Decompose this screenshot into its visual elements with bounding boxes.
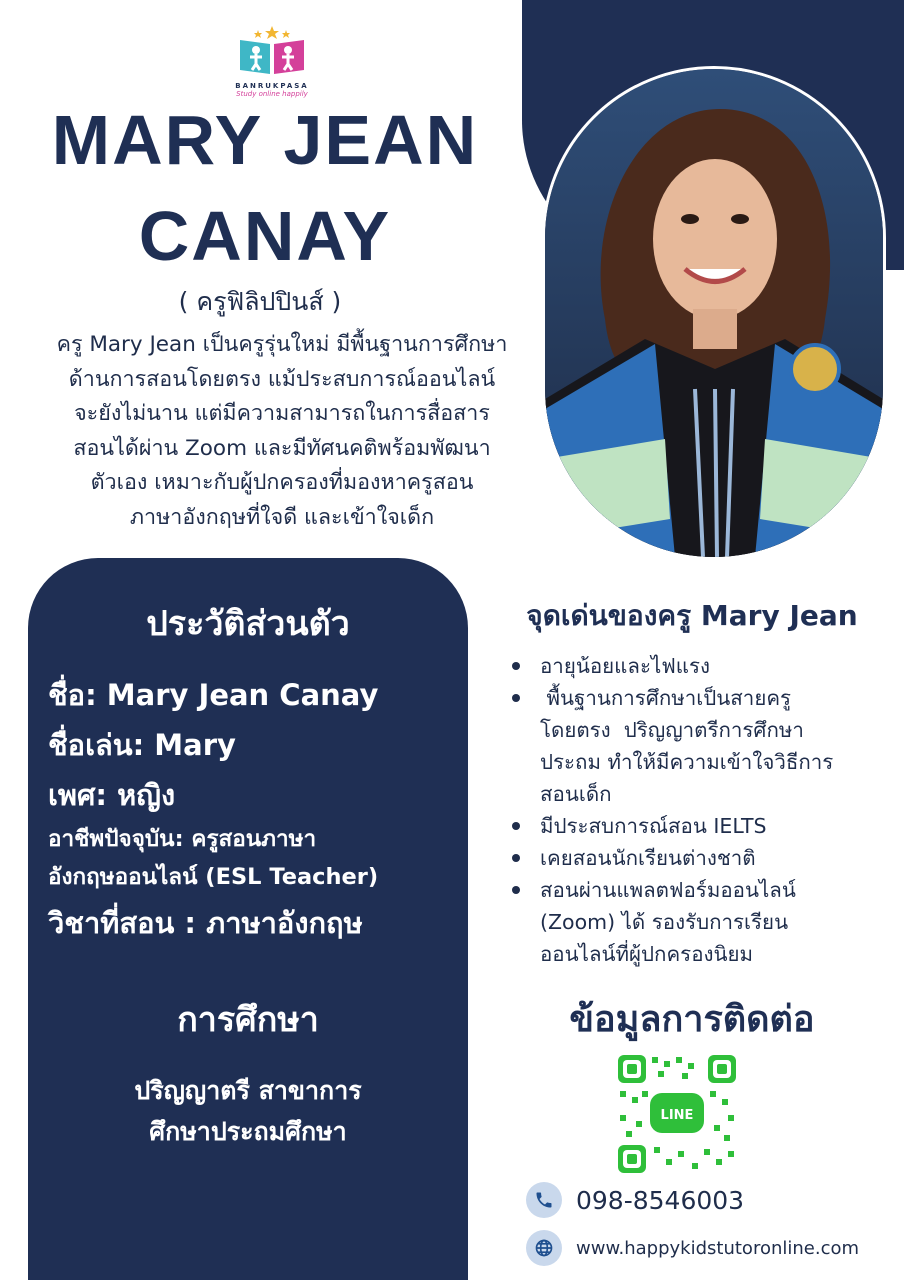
intro-paragraph [22,328,542,535]
line-qr-code[interactable] [618,1055,736,1173]
teacher-name-line-2: CANAY [138,197,392,275]
website-contact[interactable] [526,1230,859,1266]
profile-heading: ประวัติส่วนตัว [146,604,350,644]
profile-gender: เพศ: หญิง [48,778,176,812]
intro-line: ด้านการสอนโดยตรง แม้ประสบการณ์ออนไลน์ [68,366,496,392]
intro-line: จะยังไม่นาน แต่มีความสามารถในการสื่อสาร [74,401,490,426]
globe-icon [526,1230,562,1266]
list-item-line: มีประสบการณ์สอน IELTS [540,814,767,838]
list-item-line: เคยสอนนักเรียนต่างชาติ [540,846,756,870]
list-item [508,682,900,810]
education-line: ศึกษาประถมศึกษา [149,1117,347,1146]
intro-line: สอนได้ผ่าน Zoom และมีทัศนคติพร้อมพัฒนา [73,435,491,461]
list-item-line: อายุน้อยและไฟแรง [540,654,711,678]
contact-title: ข้อมูลการติดต่อ [569,999,815,1040]
education-line: ปริญญาตรี สาขาการ [134,1076,362,1105]
highlights-list [508,650,900,970]
open-book-kids-icon [234,24,310,76]
profile-name: ชื่อ: Mary Jean Canay [48,678,379,712]
intro-line: ภาษาอังกฤษที่ใจดี และเข้าใจเด็ก [129,504,435,530]
qr-line-label: LINE [660,1108,694,1123]
list-item [508,842,900,874]
website-link[interactable]: www.happykidstutoronline.com [576,1237,860,1259]
profile-nickname: ชื่อเล่น: Mary [48,728,236,762]
logo-tagline: Study online happily [236,90,308,98]
banrukpasa-logo [222,24,322,104]
list-item-line: ประถม ทำให้มีความเข้าใจวิธีการ [540,750,834,774]
list-item [508,650,900,682]
intro-line: ตัวเอง เหมาะกับผู้ปกครองที่มองหาครูสอน [90,470,474,495]
teacher-portrait-photo [542,66,886,560]
list-item [508,810,900,842]
highlights-title: จุดเด่นของครู Mary Jean [526,599,858,632]
phone-contact[interactable] [526,1182,744,1218]
list-item-line: สอนเด็ก [540,782,612,806]
list-item-line: โดยตรง ปริญญาตรีการศึกษา [540,718,804,742]
intro-line: ครู Mary Jean เป็นครูรุ่นใหม่ มีพื้นฐานการศึกษา [56,332,508,357]
portrait-illustration [545,69,883,557]
list-item [508,874,900,970]
profile-subject: วิชาที่สอน : ภาษาอังกฤษ [48,906,363,940]
teacher-name-line-1: MARY JEAN [51,101,479,179]
logo-brand-text: BANRUKPASA [235,82,309,90]
list-item-line: สอนผ่านแพลตฟอร์มออนไลน์ [540,878,796,902]
education-heading: การศึกษา [177,1000,319,1040]
phone-number[interactable]: 098-8546003 [576,1185,745,1215]
list-item-line: พื้นฐานการศึกษาเป็นสายครู [540,686,792,710]
profile-occupation-line-1: อาชีพปัจจุบัน: ครูสอนภาษา [48,826,317,852]
profile-card [28,558,468,1280]
list-item-line: (Zoom) ได้ รองรับการเรียน [540,910,789,934]
phone-icon [526,1182,562,1218]
teacher-subtitle: ( ครูฟิลิปปินส์ ) [178,287,342,316]
profile-occupation-line-2: อังกฤษออนไลน์ (ESL Teacher) [48,864,379,890]
qr-code-icon [618,1055,736,1173]
education-details [28,1070,468,1152]
list-item-line: ออนไลน์ที่ผู้ปกครองนิยม [540,942,754,966]
